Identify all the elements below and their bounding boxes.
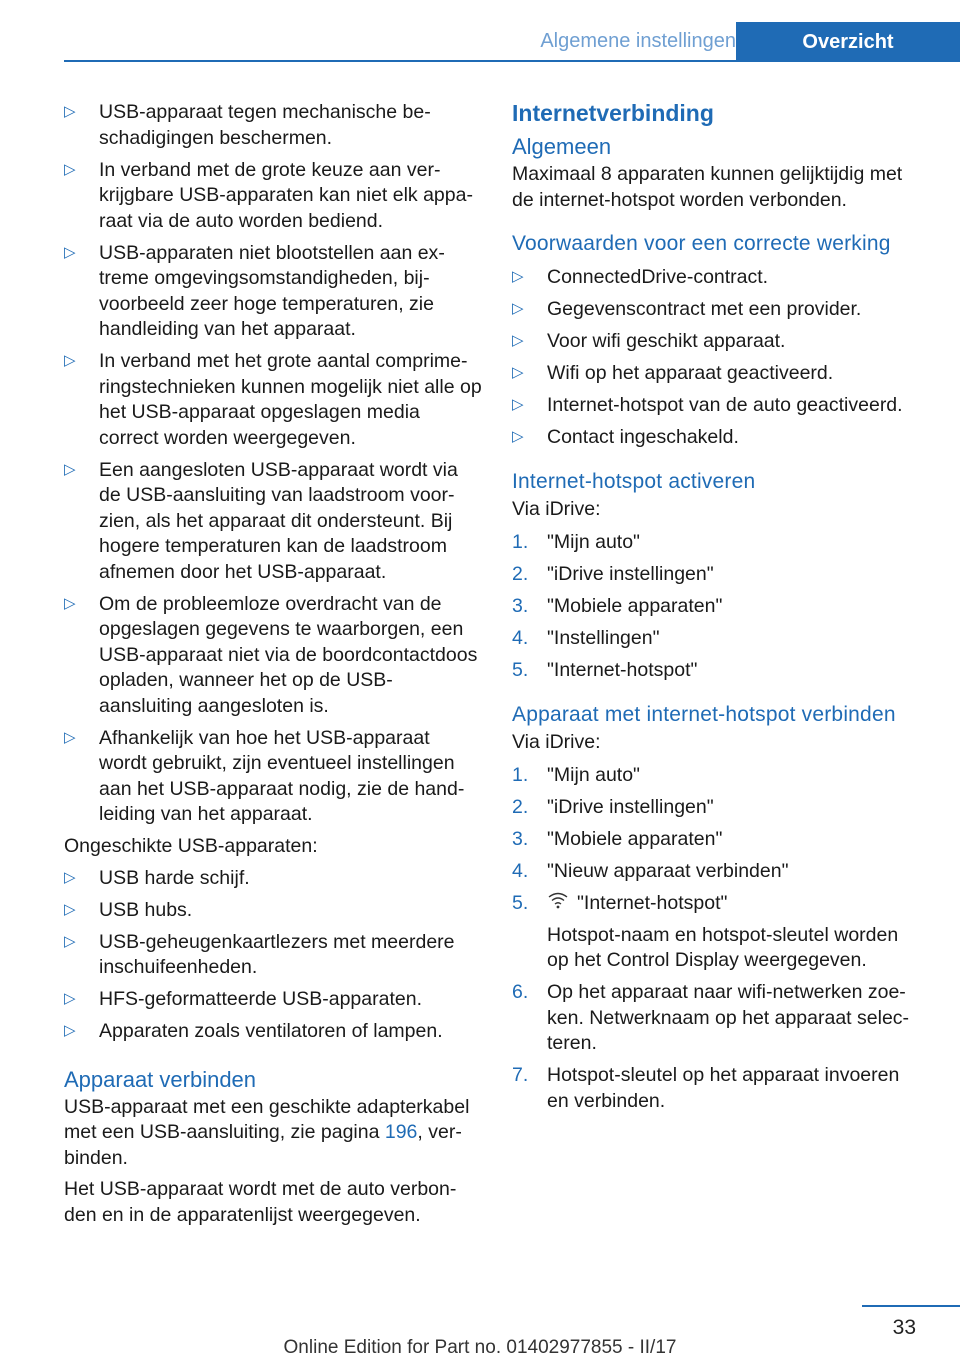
list-item: ▷ In verband met het grote aantal comprimeringstechnieken kunnen mogelijk niet alle op het USB-apparaat opgeslagen media correct worden weergegeven. <box>64 350 482 449</box>
page-number: 33 <box>892 1316 916 1339</box>
connect-hotspot-heading: Apparaat met internet-hotspot verbinden <box>512 702 896 726</box>
triangle-bullet-icon: ▷ <box>512 396 524 413</box>
step-item: 7. Hotspot-sleutel op het apparaat invoeren en verbinden. <box>512 1064 900 1112</box>
triangle-bullet-icon: ▷ <box>64 932 76 950</box>
list-item: ▷ Contact ingeschakeld. <box>512 426 739 448</box>
page-header <box>0 0 960 62</box>
connect-steps <box>512 763 917 1114</box>
list-item: ▷ Wifi op het apparaat geactiveerd. <box>512 362 834 384</box>
requirements-heading: Voorwaarden voor een correcte werking <box>512 232 891 255</box>
unsuitable-devices-list <box>64 866 482 1045</box>
list-item: ▷ USB-apparaten niet blootstellen aan extreme omgevingsomstandigheden, bijvoorbeeld zeer hoge temperaturen, zie handleiding van het apparaat. <box>64 241 445 340</box>
activate-heading: Internet-hotspot activeren <box>512 469 756 493</box>
triangle-bullet-icon: ▷ <box>64 728 76 746</box>
general-heading: Algemeen <box>512 134 612 159</box>
step-item: 1. "Mijn auto" <box>512 531 640 553</box>
connect-heading: Apparaat verbinden <box>64 1066 257 1092</box>
via-idrive-label: Via iDrive: <box>512 497 601 520</box>
step-item: 6. Op het apparaat naar wifi-netwerken zoeken. Netwerknaam op het apparaat selecteren. <box>512 981 910 1055</box>
overview-tab[interactable]: Overzicht <box>736 22 960 62</box>
list-item: ▷ Apparaten zoals ventilatoren of lampen. <box>64 1020 443 1042</box>
list-item: ▷ Afhankelijk van hoe het USB-apparaat wordt gebruikt, zijn eventueel instellingen aan het USB-apparaat nodig, zie de handleiding van het apparaat. <box>64 726 465 825</box>
triangle-bullet-icon: ▷ <box>64 352 76 369</box>
triangle-bullet-icon: ▷ <box>64 900 76 918</box>
wifi-icon <box>547 891 569 917</box>
list-item: ▷ Om de probleemloze overdracht van de opgeslagen gegevens te waarborgen, een USB-apparaat niet via de boordcontactdoos opladen, wanneer het op de USB-aansluiting aangesloten is. <box>64 592 478 717</box>
list-item: ▷ ConnectedDrive-contract. <box>512 266 769 288</box>
step-item: 5. "Internet-hotspot" Hotspot-naam en hotspot-sleutel worden op het Control Display weergegeven. <box>512 891 917 974</box>
activate-steps <box>512 530 917 684</box>
triangle-bullet-icon: ▷ <box>64 868 76 886</box>
step-item: 2. "iDrive instellingen" <box>512 563 714 585</box>
triangle-bullet-icon: ▷ <box>512 364 524 381</box>
step-item: 3. "Mobiele apparaten" <box>512 828 723 850</box>
triangle-bullet-icon: ▷ <box>64 990 76 1007</box>
step-item: 5. "Internet-hotspot" <box>512 659 698 681</box>
triangle-bullet-icon: ▷ <box>64 460 76 478</box>
page-number-rule <box>862 1305 960 1307</box>
connect-paragraph: USB-apparaat met een geschikte adapterkabel met een USB-aansluiting, zie pagina 196, verbinden. <box>64 1095 470 1169</box>
usb-precautions-list <box>64 100 482 828</box>
triangle-bullet-icon: ▷ <box>512 300 524 317</box>
list-item: ▷ USB-apparaat tegen mechanische beschadigingen beschermen. <box>64 101 431 149</box>
list-item: ▷ Gegevenscontract met een provider. <box>512 298 862 320</box>
requirements-list <box>512 265 917 451</box>
triangle-bullet-icon: ▷ <box>512 268 524 285</box>
step-item: 1. "Mijn auto" <box>512 764 640 786</box>
list-item: ▷ Een aangesloten USB-apparaat wordt via de USB-aansluiting van laadstroom voorzien, als het apparaat dit ondersteunt. Bij hogere temperaturen kan de laadstroom afnemen door het USB-apparaat. <box>64 458 458 583</box>
unsuitable-intro: Ongeschikte USB-apparaten: <box>64 835 318 857</box>
section-tab[interactable]: Algemene instellingen <box>540 30 736 52</box>
step-item: 2. "iDrive instellingen" <box>512 796 714 818</box>
triangle-bullet-icon: ▷ <box>64 594 76 612</box>
step-item: 3. "Mobiele apparaten" <box>512 595 723 617</box>
header-rule <box>64 60 960 62</box>
list-item: ▷ USB harde schijf. <box>64 866 250 889</box>
list-item: ▷ Voor wifi geschikt apparaat. <box>512 330 786 352</box>
triangle-bullet-icon: ▷ <box>64 1022 76 1039</box>
footer-edition: Online Edition for Part no. 01402977855 - II/17 <box>283 1337 677 1358</box>
via-idrive-label: Via iDrive: <box>512 730 601 753</box>
internet-heading: Internetverbinding <box>512 100 714 126</box>
triangle-bullet-icon: ▷ <box>64 243 76 261</box>
list-item: ▷ In verband met de grote keuze aan verkrijgbare USB-apparaten kan niet elk apparaat via de auto worden bediend. <box>64 158 473 232</box>
list-item: ▷ HFS-geformatteerde USB-apparaten. <box>64 988 422 1010</box>
connect-paragraph-2: Het USB-apparaat wordt met de auto verbonden en in de apparatenlijst weergegeven. <box>64 1178 457 1226</box>
page-link[interactable]: 196 <box>384 1121 418 1143</box>
step-item: 4. "Nieuw apparaat verbinden" <box>512 860 789 882</box>
triangle-bullet-icon: ▷ <box>512 428 524 445</box>
triangle-bullet-icon: ▷ <box>64 160 76 178</box>
general-paragraph: Maximaal 8 apparaten kunnen gelijktijdig met de internet-hotspot worden verbonden. <box>512 163 903 211</box>
list-item: ▷ Internet-hotspot van de auto geactiveerd. <box>512 394 903 416</box>
list-item: ▷ USB hubs. <box>64 898 193 921</box>
step-item: 4. "Instellingen" <box>512 627 660 649</box>
right-column <box>512 100 917 1121</box>
left-column <box>64 100 482 1234</box>
triangle-bullet-icon: ▷ <box>512 332 524 349</box>
list-item: ▷ USB-geheugenkaartlezers met meerdere inschuifeenheden. <box>64 930 455 978</box>
step-note: Hotspot-naam en hotspot-sleutel worden op het Control Display weergegeven. <box>547 923 899 972</box>
triangle-bullet-icon: ▷ <box>64 103 76 120</box>
